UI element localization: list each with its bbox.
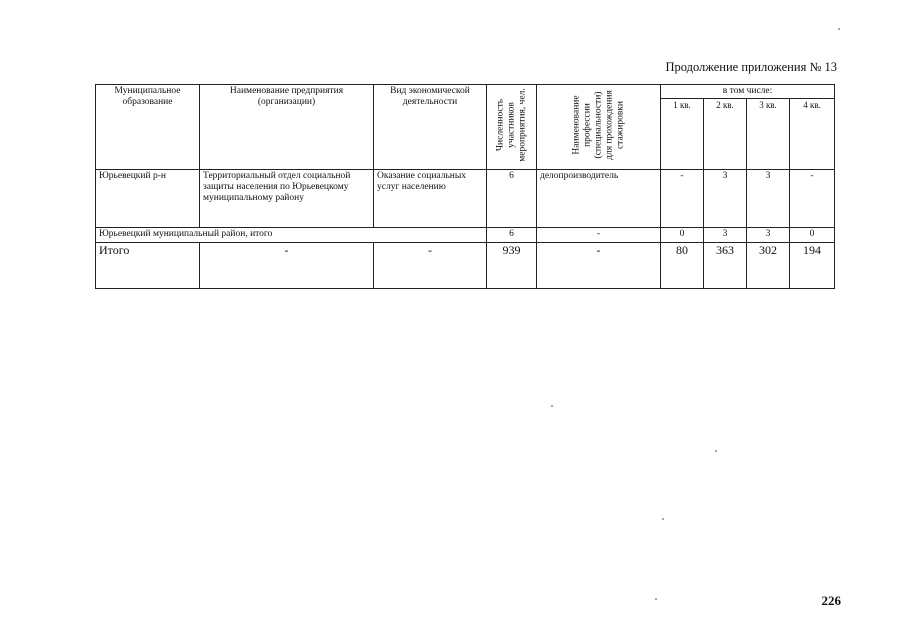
page-number: 226 (821, 593, 841, 608)
subtotal-q3: 3 (747, 227, 790, 242)
total-participants: 939 (487, 242, 537, 288)
header-participants: Численность участников мероприятия, чел. (495, 88, 527, 162)
subtotal-q1: 0 (661, 227, 704, 242)
header-profession-cell (537, 85, 661, 170)
row-q3: 3 (747, 169, 790, 227)
header-q2: 2 кв. (704, 98, 747, 169)
header-q3: 3 кв. (747, 98, 790, 169)
header-row-1 (96, 85, 835, 99)
scan-speck (551, 405, 553, 407)
header-enterprise: Наименование предприятия (организации) (200, 85, 374, 170)
total-label: Итого (96, 242, 200, 288)
row-activity: Оказание социальных услуг населению (374, 169, 487, 227)
row-q4: - (790, 169, 835, 227)
subtotal-q4: 0 (790, 227, 835, 242)
total-q1: 80 (661, 242, 704, 288)
total-q3: 302 (747, 242, 790, 288)
total-activity: - (374, 242, 487, 288)
row-q1: - (661, 169, 704, 227)
header-including: в том числе: (661, 85, 835, 99)
total-profession: - (537, 242, 661, 288)
total-enterprise: - (200, 242, 374, 288)
row-enterprise: Территориальный отдел социальной защиты населения по Юрьевецкому муниципальному району (200, 169, 374, 227)
row-municipality: Юрьевецкий р-н (96, 169, 200, 227)
row-participants: 6 (487, 169, 537, 227)
subtotal-row (96, 227, 835, 242)
scan-speck (838, 28, 840, 30)
row-profession: делопроизводитель (537, 169, 661, 227)
subtotal-profession: - (537, 227, 661, 242)
total-q4: 194 (790, 242, 835, 288)
row-q2: 3 (704, 169, 747, 227)
staffing-table (95, 84, 835, 289)
header-activity: Вид экономической деятельности (374, 85, 487, 170)
subtotal-q2: 3 (704, 227, 747, 242)
scan-speck (655, 598, 657, 600)
header-q4: 4 кв. (790, 98, 835, 169)
total-row (96, 242, 835, 288)
table-row (96, 169, 835, 227)
subtotal-label: Юрьевецкий муниципальный район, итого (96, 227, 487, 242)
subtotal-participants: 6 (487, 227, 537, 242)
total-q2: 363 (704, 242, 747, 288)
scan-speck (715, 450, 717, 452)
header-municipality: Муниципальное образование (96, 85, 200, 170)
scan-speck (662, 518, 664, 520)
header-q1: 1 кв. (661, 98, 704, 169)
continuation-heading: Продолжение приложения № 13 (665, 60, 837, 74)
header-profession: Наименование профессии (специальности) для прохождения стажировки (571, 90, 625, 160)
header-participants-cell (487, 85, 537, 170)
